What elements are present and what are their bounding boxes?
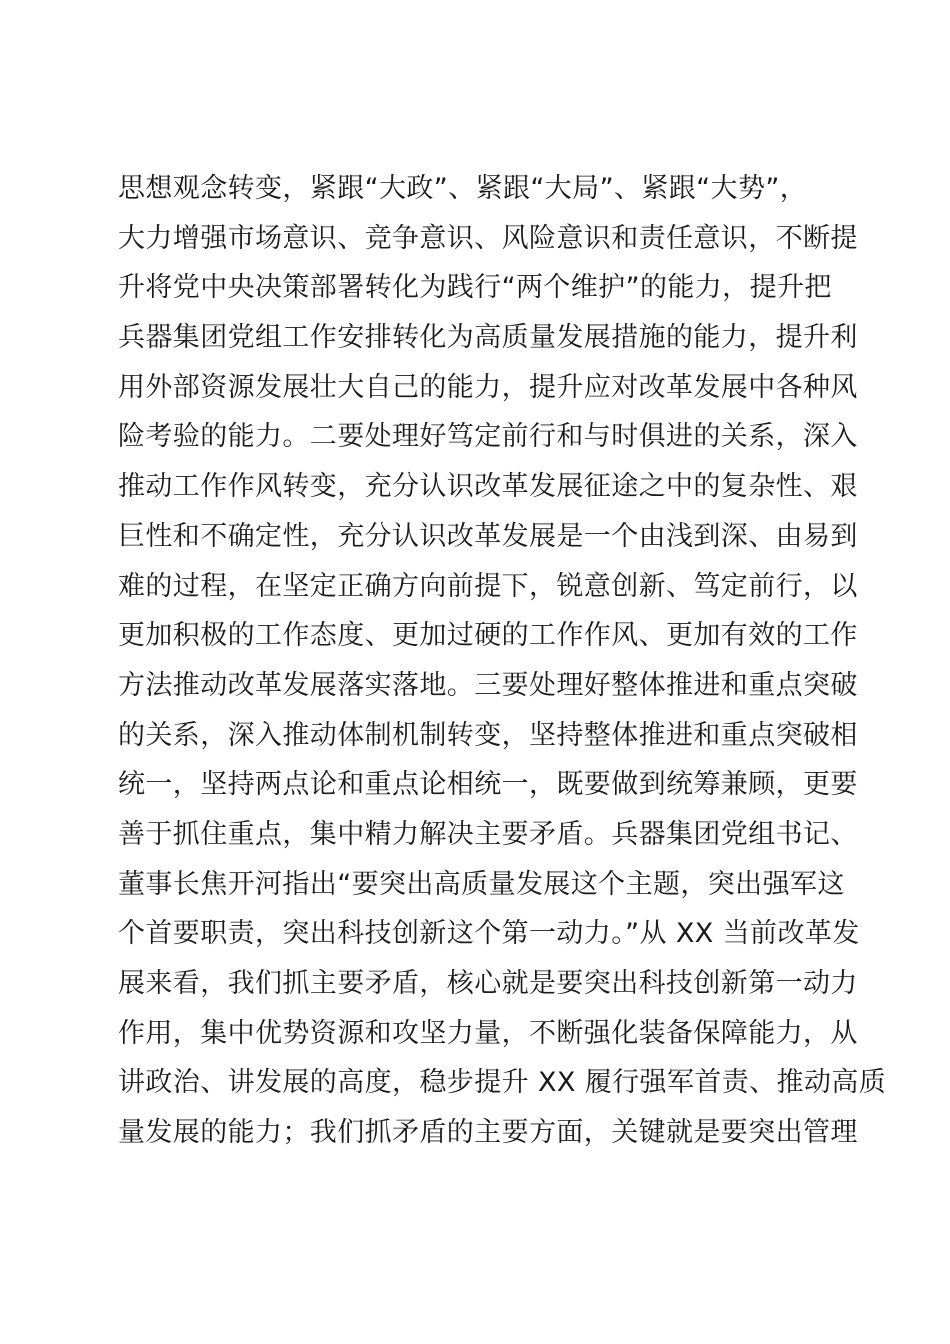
text-line: 方法推动改革发展落实落地。三要处理好整体推进和重点突破: [118, 669, 858, 701]
text-line: 大力增强市场意识、竞争意识、风险意识和责任意识，不断提: [118, 222, 858, 254]
text-line: 兵器集团党组工作安排转化为高质量发展措施的能力，提升利: [118, 322, 858, 354]
text-line: 的关系，深入推动体制机制转变，坚持整体推进和重点突破相: [118, 719, 858, 751]
text-line: 量发展的能力；我们抓矛盾的主要方面，关键就是要突出管理: [118, 1117, 858, 1149]
text-line: 升将党中央决策部署转化为践行“两个维护”的能力，提升把: [118, 272, 832, 304]
text-line: 统一，坚持两点论和重点论相统一，既要做到统筹兼顾，更要: [118, 769, 858, 801]
text-line: 难的过程，在坚定正确方向前提下，锐意创新、笃定前行，以: [118, 570, 858, 602]
text-line: 善于抓住重点，集中精力解决主要矛盾。兵器集团党组书记、: [118, 818, 858, 850]
text-line: 更加积极的工作态度、更加过硬的工作作风、更加有效的工作: [118, 620, 858, 652]
text-line: 用外部资源发展壮大自己的能力，提升应对改革发展中各种风: [118, 371, 858, 403]
text-line: 作用，集中优势资源和攻坚力量，不断强化装备保障能力，从: [118, 1017, 858, 1049]
text-line: 展来看，我们抓主要矛盾，核心就是要突出科技创新第一动力: [118, 968, 858, 999]
text-line: 巨性和不确定性，充分认识改革发展是一个由浅到深、由易到: [118, 520, 858, 552]
body-paragraph: [118, 164, 887, 1158]
text-line: 董事长焦开河指出“要突出高质量发展这个主题，突出强军这: [118, 868, 845, 900]
text-line: 讲政治、讲发展的高度，稳步提升 XX 履行强军首责、推动高质: [118, 1067, 887, 1099]
text-line: 个首要职责，突出科技创新这个第一动力。”从 XX 当前改革发: [118, 918, 860, 950]
text-line: 险考验的能力。二要处理好笃定前行和与时俱进的关系，深入: [118, 421, 858, 453]
text-line: 思想观念转变，紧跟“大政”、紧跟“大局”、紧跟“大势”，: [118, 173, 808, 204]
text-line: 推动工作作风转变，充分认识改革发展征途之中的复杂性、艰: [118, 471, 858, 503]
